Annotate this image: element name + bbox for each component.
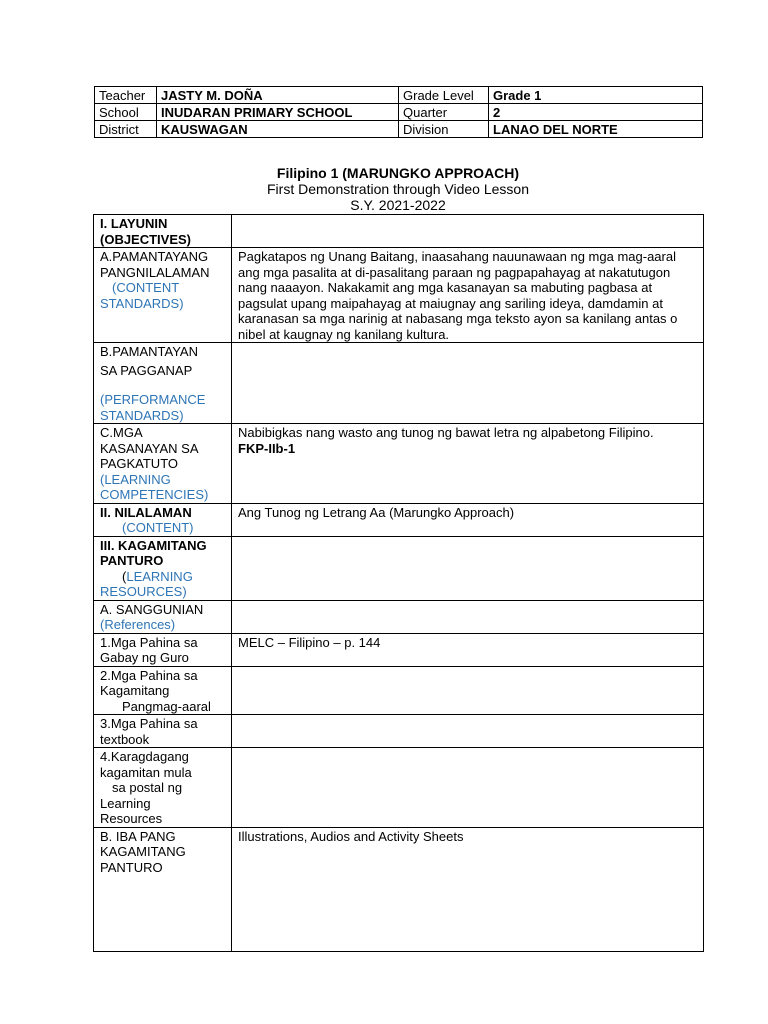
school-label: School [95,104,157,121]
header-info-table [94,86,703,138]
learner-materials-value [232,666,704,715]
header-row-teacher [95,87,703,104]
references-value [232,600,704,633]
row-learning-resources [94,536,704,600]
quarter-value: 2 [489,104,703,121]
objectives-label: I. LAYUNIN (OBJECTIVES) [94,215,232,248]
district-label: District [95,121,157,138]
grade-level-label: Grade Level [399,87,489,104]
school-value: INUDARAN PRIMARY SCHOOL [157,104,399,121]
demonstration-subtitle: First Demonstration through Video Lesson [267,181,529,197]
quarter-label: Quarter [399,104,489,121]
learner-materials-label: 2.Mga Pahina sa Kagamitang Pangmag-aaral [94,666,232,715]
row-additional-materials [94,748,704,828]
division-value: LANAO DEL NORTE [489,121,703,138]
performance-standards-value [232,343,704,424]
teacher-guide-label: 1.Mga Pahina sa Gabay ng Guro [94,633,232,666]
teacher-guide-value: MELC – Filipino – p. 144 [232,633,704,666]
row-objectives [94,215,704,248]
row-content-standards [94,248,704,343]
document-title-block [94,165,702,213]
references-label: A. SANGGUNIAN (References) [94,600,232,633]
district-value: KAUSWAGAN [157,121,399,138]
row-learner-materials [94,666,704,715]
other-materials-value: Illustrations, Audios and Activity Sheets [232,827,704,951]
division-label: Division [399,121,489,138]
header-row-district [95,121,703,138]
row-teacher-guide [94,633,704,666]
row-performance-standards [94,343,704,424]
other-materials-label: B. IBA PANG KAGAMITANG PANTURO [94,827,232,951]
teacher-label: Teacher [95,87,157,104]
objectives-value [232,215,704,248]
learning-competencies-value: Nabibigkas nang wasto ang tunog ng bawat letra ng alpabetong Filipino. FKP-IIb-1 [232,424,704,504]
row-content [94,503,704,536]
teacher-value: JASTY M. DOÑA [157,87,399,104]
content-standards-label: A.PAMANTAYANG PANGNILALAMAN (CONTENT STANDARDS) [94,248,232,343]
row-learning-competencies [94,424,704,504]
row-other-materials [94,827,704,951]
subject-title: Filipino 1 (MARUNGKO APPROACH) [276,165,520,181]
learning-resources-label: III. KAGAMITANG PANTURO (LEARNING RESOURCES) [94,536,232,600]
content-value: Ang Tunog ng Letrang Aa (Marungko Approach) [232,503,704,536]
row-textbook [94,715,704,748]
header-row-school [95,104,703,121]
textbook-label: 3.Mga Pahina sa textbook [94,715,232,748]
learning-competencies-label: C.MGA KASANAYAN SA PAGKATUTO (LEARNING COMPETENCIES) [94,424,232,504]
school-year: S.Y. 2021-2022 [350,197,446,213]
grade-level-value: Grade 1 [489,87,703,104]
additional-materials-value [232,748,704,828]
content-label: II. NILALAMAN (CONTENT) [94,503,232,536]
row-references [94,600,704,633]
lesson-plan-table [93,214,704,952]
content-standards-value: Pagkatapos ng Unang Baitang, inaasahang nauunawaan ng mga mag-aaral ang mga pasalita at di-pasalitang paraan ng pagpapahayag at nakatutugon nang naaayon. Nakakamit ang mga kasanayan sa mabuting pagbasa at pagsulat upang maipahayag at maiugnay ang sariling ideya, damdamin at karanasan sa mga narinig at nabasang mga teksto ayon sa kanilang antas o nibel at kaugnay ng kanilang kultura. [232,248,704,343]
learning-resources-value [232,536,704,600]
performance-standards-label: B.PAMANTAYAN SA PAGGANAP (PERFORMANCE STANDARDS) [94,343,232,424]
competency-code: FKP-IIb-1 [238,440,296,456]
textbook-value [232,715,704,748]
additional-materials-label: 4.Karagdagang kagamitan mula sa postal ng Learning Resources [94,748,232,828]
